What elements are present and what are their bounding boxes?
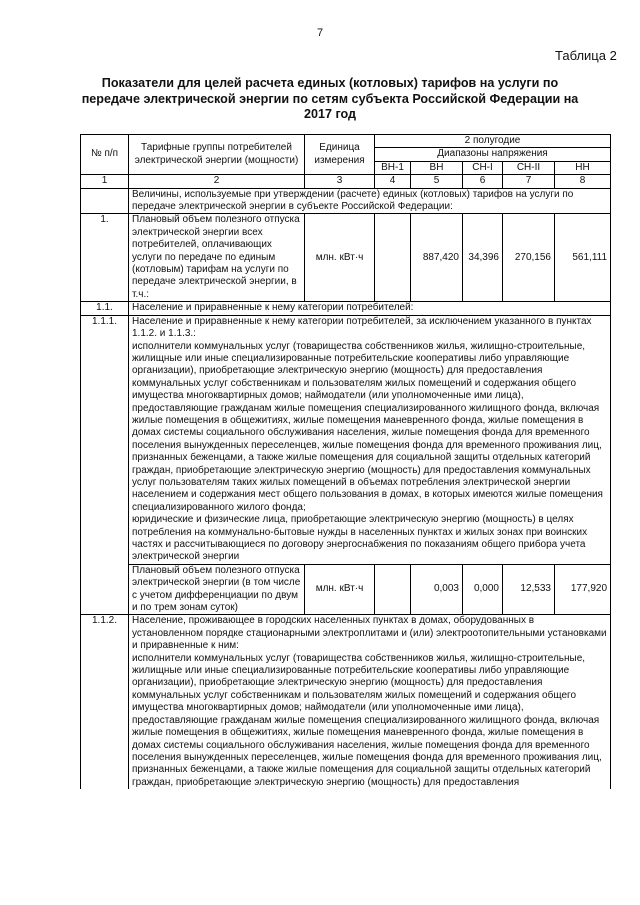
header-voltage-ranges: Диапазоны напряжения	[375, 148, 611, 161]
value-sn2: 12,533	[503, 564, 555, 615]
table-row	[81, 315, 611, 564]
value-vn1	[375, 214, 411, 302]
header-vn: ВН	[411, 161, 463, 174]
header-groups: Тарифные группы потребителей электрической энергии (мощности)	[129, 135, 305, 175]
row-number: 1.	[81, 214, 129, 302]
table-label: Таблица 2	[555, 48, 617, 63]
value-sn2: 270,156	[503, 214, 555, 302]
header-nn: НН	[555, 161, 611, 174]
value-sn1: 34,396	[463, 214, 503, 302]
row-label: Плановый объем полезного отпуска электрической энергии (в том числе с учетом дифференциации по двум и по трем зонам суток)	[129, 564, 305, 615]
table-row	[81, 564, 611, 615]
value-vn: 0,003	[411, 564, 463, 615]
header-sn1: СН-I	[463, 161, 503, 174]
header-num: № п/п	[81, 135, 129, 175]
col-index: 6	[463, 175, 503, 188]
row-number: 1.1.1.	[81, 315, 129, 615]
header-sn2: СН-II	[503, 161, 555, 174]
col-index: 2	[129, 175, 305, 188]
table-row	[81, 302, 611, 315]
col-index: 8	[555, 175, 611, 188]
section-note: Величины, используемые при утверждении (расчете) единых (котловых) тарифов на услуги по передаче электрической энергии в субъекте Российской Федерации:	[129, 188, 611, 214]
value-nn: 561,111	[555, 214, 611, 302]
header-vn1: ВН-1	[375, 161, 411, 174]
row-label: Население и приравненные к нему категории потребителей:	[129, 302, 611, 315]
header-row-1	[81, 135, 611, 148]
header-unit: Единица измерения	[305, 135, 375, 175]
column-index-row	[81, 175, 611, 188]
section-note-row	[81, 188, 611, 214]
table-row	[81, 615, 611, 789]
row-unit: млн. кВт·ч	[305, 214, 375, 302]
row-number: 1.1.	[81, 302, 129, 315]
row-description: Население и приравненные к нему категории потребителей, за исключением указанного в пунктах 1.1.2. и 1.1.3.: исполнители коммунальных услуг (товарищества собственников жилья, жилищно-строительные, жилищные или иные специализированные потребительские кооперативы либо управляющие организации), приобретающие электрическую энергию (мощность) для предоставления коммунальных услуг собственникам и пользователям жилых помещений и содержания общего имущества многоквартирных домов; наймодатели (или уполномоченные ими лица), предоставляющие гражданам жилые помещения специализированного жилищного фонда, включая жилые помещения в общежитиях, жилые помещения маневренного фонда, жилые помещения в домах системы социального обслуживания населения, жилые помещения фонда для временного поселения вынужденных переселенцев, жилые помещения фонда для временного проживания лиц, признанных беженцами, а также жилые помещения для социальной защиты отдельных категорий граждан, приобретающие электрическую энергию (мощность) для предоставления коммунальных услуг пользователям таких жилых помещений в объемах потребления электрической энергии населением и содержания мест общего пользования в домах, в которых имеются жилые помещения специализированного жилого фонда; юридические и физические лица, приобретающие электрическую энергию (мощность) в целях потребления на коммунально-бытовые нужды в населенных пунктах и жилых зонах при воинских частях и рассчитывающиеся по договору энергоснабжения по показаниям общего прибора учета электрической энергии	[129, 315, 611, 564]
col-index: 5	[411, 175, 463, 188]
document-title: Показатели для целей расчета единых (котловых) тарифов на услуги по передаче электрической энергии по сетям субъекта Российской Федерации на 2017 год	[81, 76, 579, 121]
value-sn1: 0,000	[463, 564, 503, 615]
value-vn1	[375, 564, 411, 615]
header-half-year: 2 полугодие	[375, 135, 611, 148]
row-unit: млн. кВт·ч	[305, 564, 375, 615]
value-vn: 887,420	[411, 214, 463, 302]
col-index: 1	[81, 175, 129, 188]
row-number: 1.1.2.	[81, 615, 129, 789]
row-label: Плановый объем полезного отпуска электрической энергии всех потребителей, оплачивающих услуги по передаче по единым (котловым) тарифам на услуги по передаче электрической энергии, в т.ч.:	[129, 214, 305, 302]
page-number: 7	[316, 27, 324, 39]
col-index: 3	[305, 175, 375, 188]
table-row	[81, 214, 611, 302]
tariff-table	[80, 134, 611, 789]
col-index: 4	[375, 175, 411, 188]
col-index: 7	[503, 175, 555, 188]
value-nn: 177,920	[555, 564, 611, 615]
row-description: Население, проживающее в городских населенных пунктах в домах, оборудованных в установленном порядке стационарными электроплитами и (или) электроотопительными установками и приравненные к ним: исполнители коммунальных услуг (товарищества собственников жилья, жилищно-строительные, жилищные или иные специализированные потребительские кооперативы либо управляющие организации), приобретающие электрическую энергию (мощность) для предоставления коммунальных услуг собственникам и пользователям жилых помещений и содержания общего имущества многоквартирных домов; наймодатели (или уполномоченные ими лица), предоставляющие гражданам жилые помещения специализированного жилищного фонда, включая жилые помещения в общежитиях, жилые помещения маневренного фонда, жилые помещения в домах системы социального обслуживания населения, жилые помещения фонда для временного поселения вынужденных переселенцев, жилые помещения фонда для временного проживания лиц, признанных беженцами, а также жилые помещения для социальной защиты отдельных категорий граждан, приобретающие электрическую энергию (мощность) для предоставления	[129, 615, 611, 789]
